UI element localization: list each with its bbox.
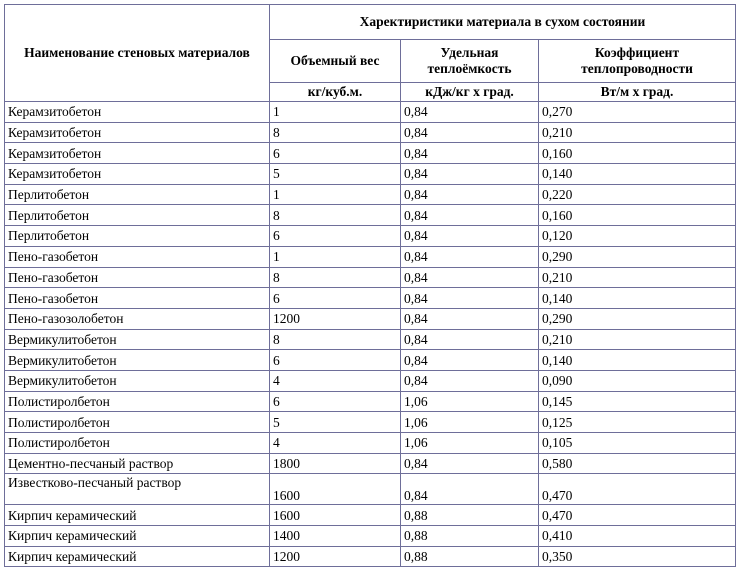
cell-conductivity: 0,350: [539, 547, 735, 567]
unit-density: кг/куб.м.: [270, 83, 400, 101]
cell-density: 4: [270, 371, 400, 391]
cell-heat-capacity: 1,06: [401, 433, 538, 453]
table-row: [5, 433, 735, 453]
cell-material-name: Керамзитобетон: [5, 143, 269, 163]
cell-heat-capacity: 0,84: [401, 164, 538, 184]
cell-conductivity: 0,140: [539, 288, 735, 308]
table-row: [5, 143, 735, 163]
cell-density: 1200: [270, 309, 400, 329]
cell-conductivity: 0,210: [539, 268, 735, 288]
cell-heat-capacity: 0,88: [401, 505, 538, 525]
cell-heat-capacity: 0,84: [401, 330, 538, 350]
cell-heat-capacity: 0,84: [401, 143, 538, 163]
cell-density: 6: [270, 288, 400, 308]
cell-heat-capacity: 0,84: [401, 226, 538, 246]
unit-conductivity: Вт/м х град.: [539, 83, 735, 101]
cell-density: 6: [270, 392, 400, 412]
cell-material-name: Керамзитобетон: [5, 123, 269, 143]
table-row: [5, 371, 735, 391]
header-density: Объемный вес: [270, 40, 400, 82]
cell-conductivity: 0,160: [539, 205, 735, 225]
table-row: [5, 454, 735, 474]
cell-density: 1600: [270, 505, 400, 525]
cell-heat-capacity: 0,84: [401, 454, 538, 474]
table-row: [5, 392, 735, 412]
cell-conductivity: 0,470: [539, 505, 735, 525]
table-row: [5, 205, 735, 225]
header-conductivity: Коэффициент теплопроводности: [539, 40, 735, 82]
cell-material-name: Кирпич керамический: [5, 505, 269, 525]
cell-density: 8: [270, 330, 400, 350]
cell-density: 1: [270, 185, 400, 205]
table-row: [5, 164, 735, 184]
cell-heat-capacity: 0,84: [401, 102, 538, 122]
cell-heat-capacity: 0,84: [401, 309, 538, 329]
cell-conductivity: 0,210: [539, 123, 735, 143]
cell-material-name: Известково-песчаный раствор: [5, 474, 269, 504]
table-row: [5, 505, 735, 525]
cell-heat-capacity: 0,84: [401, 268, 538, 288]
cell-heat-capacity: 1,06: [401, 392, 538, 412]
cell-density: 1800: [270, 454, 400, 474]
cell-material-name: Перлитобетон: [5, 226, 269, 246]
cell-conductivity: 0,290: [539, 247, 735, 267]
table-row: [5, 474, 735, 504]
cell-density: 1: [270, 102, 400, 122]
table-row: [5, 330, 735, 350]
cell-conductivity: 0,105: [539, 433, 735, 453]
cell-conductivity: 0,210: [539, 330, 735, 350]
cell-heat-capacity: 0,84: [401, 247, 538, 267]
table-row: [5, 226, 735, 246]
table-row: [5, 247, 735, 267]
cell-heat-capacity: 0,88: [401, 526, 538, 546]
cell-conductivity: 0,580: [539, 454, 735, 474]
table-row: [5, 102, 735, 122]
cell-conductivity: 0,470: [539, 474, 735, 504]
cell-material-name: Пено-газозолобетон: [5, 309, 269, 329]
cell-density: 8: [270, 268, 400, 288]
cell-material-name: Пено-газобетон: [5, 268, 269, 288]
cell-material-name: Кирпич керамический: [5, 526, 269, 546]
header-material-name: Наименование стеновых материалов: [5, 5, 269, 101]
cell-density: 5: [270, 412, 400, 432]
cell-heat-capacity: 0,84: [401, 350, 538, 370]
cell-density: 1400: [270, 526, 400, 546]
table-row: [5, 526, 735, 546]
cell-material-name: Кирпич керамический: [5, 547, 269, 567]
cell-material-name: Вермикулитобетон: [5, 371, 269, 391]
cell-material-name: Вермикулитобетон: [5, 330, 269, 350]
table-body: [5, 102, 735, 566]
cell-heat-capacity: 0,84: [401, 288, 538, 308]
cell-density: 8: [270, 123, 400, 143]
cell-heat-capacity: 1,06: [401, 412, 538, 432]
cell-material-name: Пено-газобетон: [5, 247, 269, 267]
cell-conductivity: 0,220: [539, 185, 735, 205]
cell-heat-capacity: 0,84: [401, 371, 538, 391]
cell-material-name: Перлитобетон: [5, 185, 269, 205]
cell-density: 1200: [270, 547, 400, 567]
cell-conductivity: 0,410: [539, 526, 735, 546]
table-row: [5, 288, 735, 308]
cell-density: 6: [270, 226, 400, 246]
cell-material-name: Керамзитобетон: [5, 164, 269, 184]
cell-material-name: Перлитобетон: [5, 205, 269, 225]
cell-material-name: Керамзитобетон: [5, 102, 269, 122]
cell-conductivity: 0,145: [539, 392, 735, 412]
header-group-dry-state: Харектиристики материала в сухом состоянии: [270, 5, 735, 39]
table-row: [5, 185, 735, 205]
cell-conductivity: 0,160: [539, 143, 735, 163]
cell-density: 1600: [270, 474, 400, 504]
table-row: [5, 309, 735, 329]
materials-table: [4, 4, 736, 567]
unit-heat-capacity: кДж/кг х град.: [401, 83, 538, 101]
cell-conductivity: 0,120: [539, 226, 735, 246]
cell-conductivity: 0,090: [539, 371, 735, 391]
cell-material-name: Пено-газобетон: [5, 288, 269, 308]
cell-density: 6: [270, 143, 400, 163]
cell-heat-capacity: 0,84: [401, 205, 538, 225]
cell-conductivity: 0,140: [539, 350, 735, 370]
table-row: [5, 350, 735, 370]
cell-conductivity: 0,125: [539, 412, 735, 432]
cell-conductivity: 0,140: [539, 164, 735, 184]
table-row: [5, 268, 735, 288]
cell-conductivity: 0,290: [539, 309, 735, 329]
cell-heat-capacity: 0,88: [401, 547, 538, 567]
cell-density: 1: [270, 247, 400, 267]
cell-density: 5: [270, 164, 400, 184]
cell-heat-capacity: 0,84: [401, 474, 538, 504]
cell-material-name: Цементно-песчаный раствор: [5, 454, 269, 474]
header-heat-capacity: Удельная теплоёмкость: [401, 40, 538, 82]
cell-material-name: Полистиролбетон: [5, 412, 269, 432]
cell-material-name: Полистиролбетон: [5, 433, 269, 453]
cell-material-name: Вермикулитобетон: [5, 350, 269, 370]
cell-heat-capacity: 0,84: [401, 123, 538, 143]
cell-conductivity: 0,270: [539, 102, 735, 122]
cell-density: 4: [270, 433, 400, 453]
cell-heat-capacity: 0,84: [401, 185, 538, 205]
cell-density: 8: [270, 205, 400, 225]
cell-material-name: Полистиролбетон: [5, 392, 269, 412]
table-row: [5, 412, 735, 432]
table-row: [5, 547, 735, 567]
table-row: [5, 123, 735, 143]
cell-density: 6: [270, 350, 400, 370]
